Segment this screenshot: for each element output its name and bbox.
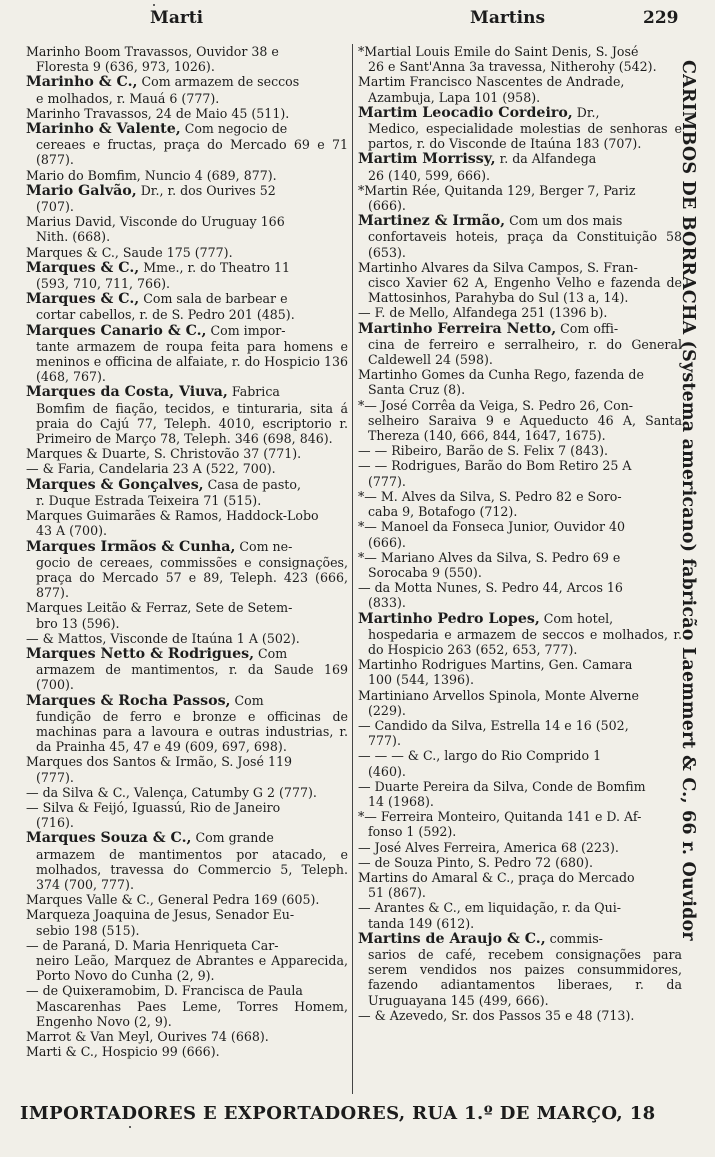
directory-entry [26,260,348,276]
entry-continuation: 51 (867). [368,885,426,901]
directory-entry [26,183,348,199]
directory-entry [358,367,682,382]
directory-entry [358,1008,682,1023]
entry-continuation: 26 e Sant'Anna 3a travessa, Nitherohy (542). [368,59,657,75]
directory-entry [358,305,682,320]
directory-entry [358,260,682,275]
entry-text: Marques dos Santos & Irmão, S. José 119 [26,754,292,770]
entry-text: Com negocio de [180,121,288,137]
column-divider [352,44,353,1094]
entry-text: Martinho Alvares da Silva Campos, S. Fran- [358,259,638,275]
entry-text: — José Alves Ferreira, America 68 (223). [358,839,619,855]
directory-entry [26,830,348,846]
entry-continuation: r. Duque Estrada Teixeira 71 (515). [36,492,262,508]
entry-text: Dr., r. dos Ourives 52 [136,182,276,198]
entry-text: r. da Alfandega [495,151,597,167]
directory-entry [26,1029,348,1044]
entry-text: Marti & C., Hospicio 99 (666). [26,1044,220,1060]
entry-text: Mario do Bomfim, Nuncio 4 (689, 877). [26,167,277,183]
entry-text: Marques Valle & C., General Pedra 169 (605). [26,892,320,908]
entry-text: *— José Corrêa da Veiga, S. Pedro 26, Con- [358,397,634,413]
entry-continuation: sebio 198 (515). [36,922,140,938]
entry-continuation: (777). [36,769,74,785]
entry-continuation: 100 (544, 1396). [368,672,474,688]
directory-entry [358,489,682,504]
directory-entry [26,446,348,461]
entry-heading: Martinez & Irmão, [358,213,506,230]
directory-entry [26,646,348,662]
entry-continuation: Bomfim de fiação, tecidos, e tinturaria, sita á praia do Cajú 77, Teleph. 4010, escriptorio r. Primeiro de Março 78, Teleph. 346 (698, 846). [36,400,348,447]
entry-continuation: e molhados, r. Mauá 6 (777). [36,90,220,106]
entry-continuation: Azambuja, Lapa 101 (958). [368,89,541,105]
entry-heading: Martinho Ferreira Netto, [358,320,557,337]
entry-text: *— Ferreira Monteiro, Quitanda 141 e D. Af- [358,809,642,825]
entry-continuation: gocio de cereaes, commissões e consignações, praça do Mercado 57 e 89, Teleph. 423 (666, 877). [36,554,348,601]
entry-continuation: (707). [36,199,74,215]
entry-text: Mme., r. do Theatro 11 [139,259,290,275]
directory-entry [26,121,348,137]
directory-entry [26,800,348,815]
directory-entry [358,550,682,565]
entry-text: Marrot & Van Meyl, Ourives 74 (668). [26,1029,269,1044]
directory-entry [358,321,682,337]
entry-continuation: Medico, especialidade molestias de senhoras e partos, r. do Visconde de Itaúna 183 (707). [368,121,682,152]
entry-text: Com [230,692,264,708]
entry-heading: Marques & C., [26,291,140,308]
entry-text: Marques & C., Saude 175 (777). [26,244,233,260]
entry-heading: Marques & Rocha Passos, [26,692,231,709]
directory-entry [358,748,682,763]
entry-text: Marius David, Visconde do Uruguay 166 [26,214,285,230]
entry-continuation: 777). [368,733,401,749]
entry-continuation: armazem de mantimentos, r. da Saude 169 (700). [36,662,348,693]
directory-entry [358,611,682,627]
directory-entry [26,74,348,90]
directory-entry [26,323,348,339]
directory-entry [358,779,682,794]
directory-entry [26,785,348,800]
directory-entry [358,931,682,947]
directory-entry [26,44,348,59]
directory-entry [358,809,682,824]
directory-entry [358,718,682,733]
entry-continuation: Sorocaba 9 (550). [368,564,482,580]
entry-text: Fabrica [227,384,280,400]
entry-continuation: (777). [368,473,406,489]
entry-text: Marinho Boom Travassos, Ouvidor 38 e [26,44,279,59]
entry-text: Marques Leitão & Ferraz, Sete de Setem- [26,600,293,616]
entry-text: — da Motta Nunes, S. Pedro 44, Arcos 16 [358,580,623,596]
directory-entry [358,900,682,915]
entry-continuation: tante armazem de roupa feita para homens e meninos e officina de alfaiate, r. do Hospicio 136 (468, 767). [36,338,348,385]
side-ad-text: CARIMBOS DE BORRACHA (Systema americano) fabricão Laemmert & C., 66 r. Ouvidor [678,60,698,941]
directory-entry [358,213,682,229]
entry-heading: Marques Netto & Rodrigues, [26,645,255,662]
entry-text: *Martin Rée, Quitanda 129, Berger 7, Pariz [358,182,636,198]
entry-heading: Marques Canario & C., [26,322,207,339]
header-left-word: Marti [150,8,204,28]
entry-text: — Candido da Silva, Estrella 14 e 16 (502, [358,717,629,733]
entry-text: — — Ribeiro, Barão de S. Felix 7 (843). [358,443,608,459]
directory-entry [26,214,348,229]
entry-text: Marques Guimarães & Ramos, Haddock-Lobo [26,508,319,524]
entry-continuation: cortar cabellos, r. de S. Pedro 201 (485). [36,307,295,323]
entry-text: Dr., [572,104,600,120]
directory-entry [26,539,348,555]
entry-text: — de Paraná, D. Maria Henriqueta Car- [26,937,279,953]
entry-text: Com ne- [235,538,293,554]
entry-continuation: (593, 710, 711, 766). [36,276,170,292]
entry-text: Com grande [191,830,274,846]
entry-text: — — Rodrigues, Barão do Bom Retiro 25 A [358,458,632,474]
entry-heading: Marques & Gonçalves, [26,476,204,493]
directory-entry [26,508,348,523]
entry-continuation: cina de ferreiro e serralheiro, r. do General Caldewell 24 (598). [368,336,682,368]
entry-text: — de Souza Pinto, S. Pedro 72 (680). [358,854,593,870]
entry-text: Com um dos mais [505,213,623,229]
directory-entry [358,44,682,59]
directory-entry [26,983,348,998]
entry-continuation: (666). [368,198,406,214]
directory-entry [26,477,348,493]
entry-text: Com sala de barbear e [139,291,288,307]
entry-text: — & Faria, Candelaria 23 A (522, 700). [26,461,276,477]
directory-entry [358,519,682,534]
header-right-word: Martins [470,8,546,28]
directory-entry [26,168,348,183]
entry-continuation: (229). [368,702,406,718]
entry-continuation: 26 (140, 599, 666). [368,167,490,183]
entry-heading: Marinho & Valente, [26,121,181,138]
entry-continuation: (460). [368,763,406,779]
entry-text: Com [254,645,288,661]
entry-text: commis- [545,930,603,946]
directory-entry [358,458,682,473]
entry-text: *— Manoel da Fonseca Junior, Ouvidor 40 [358,519,626,535]
entry-continuation: confortaveis hoteis, praça da Constituição 58 (653). [368,229,682,260]
directory-entry [358,840,682,855]
directory-entry [358,657,682,672]
entry-text: Martiniano Arvellos Spinola, Monte Alverne [358,687,639,703]
page-number: 229 [643,8,679,28]
entry-text: — Silva & Feijó, Iguassú, Rio de Janeiro [26,799,281,815]
entry-text: *— Mariano Alves da Silva, S. Pedro 69 e [358,549,621,565]
directory-entry [26,693,348,709]
page-header [0,6,715,34]
entry-text: Martim Francisco Nascentes de Andrade, [358,74,625,90]
entry-text: — & Azevedo, Sr. dos Passos 35 e 48 (713). [358,1007,635,1023]
directory-entry [358,183,682,198]
directory-entry [26,245,348,260]
entry-continuation: fundição de ferro e bronze e officinas de machinas para a lavoura e outras industrias, r. da Prainha 45, 47 e 49 (609, 697, 698). [36,708,348,755]
entry-heading: Martim Morrissy, [358,151,496,168]
entry-continuation: Floresta 9 (636, 973, 1026). [36,59,215,75]
footer-advertisement: IMPORTADORES E EXPORTADORES, RUA 1.º DE MARÇO, 18 [20,1103,656,1124]
entry-heading: Mario Galvão, [26,182,137,199]
directory-entry [26,600,348,615]
entry-text: — Duarte Pereira da Silva, Conde de Bomfim [358,778,646,794]
directory-entry [26,461,348,476]
right-column [358,44,682,1023]
directory-entry [358,870,682,885]
entry-continuation: Mascarenhas Paes Leme, Torres Homem, Engenho Novo (2, 9). [36,998,348,1029]
entry-continuation: selheiro Saraiva 9 e Aqueducto 46 A, Santa Thereza (140, 666, 844, 1647, 1675). [368,412,682,444]
entry-continuation: (666). [368,534,406,550]
entry-text: Martins do Amaral & C., praça do Mercado [358,869,635,885]
entry-text: Martinho Gomes da Cunha Rego, fazenda de [358,367,644,383]
entry-heading: Marques da Costa, Viuva, [26,384,228,401]
entry-heading: Martinho Pedro Lopes, [358,610,540,627]
entry-text: Marques & Duarte, S. Christovão 37 (771). [26,446,302,462]
entry-heading: Martim Leocadio Cordeiro, [358,104,573,121]
entry-text: — de Quixeramobim, D. Francisca de Paula [26,983,303,999]
entry-text: — Arantes & C., em liquidação, r. da Qui- [358,900,622,916]
entry-heading: Marques & C., [26,259,140,276]
entry-text: — — — & C., largo do Rio Comprido 1 [358,748,602,764]
directory-entry [358,398,682,413]
entry-continuation: caba 9, Botafogo (712). [368,504,518,520]
entry-continuation: hospedaria e armazem de seccos e molhados, r. do Hospicio 263 (652, 653, 777). [368,626,682,657]
directory-entry [358,151,682,167]
directory-entry [26,754,348,769]
entry-continuation: fonso 1 (592). [368,824,457,840]
entry-continuation: cereaes e fructas, praça do Mercado 69 e 71 (877). [36,137,348,168]
directory-entry [358,74,682,89]
entry-text: — F. de Mello, Alfandega 251 (1396 b). [358,305,608,321]
entry-heading: Marques Irmãos & Cunha, [26,538,236,555]
entry-continuation: (833). [368,595,406,611]
directory-entry [26,631,348,646]
entry-text: Marinho Travassos, 24 de Maio 45 (511). [26,105,290,121]
entry-text: Com impor- [206,322,286,338]
directory-entry [358,688,682,703]
entry-heading: Marques Souza & C., [26,830,192,847]
entry-continuation: 43 A (700). [36,523,107,539]
entry-continuation: tanda 149 (612). [368,915,475,931]
entry-text: Com hotel, [539,610,614,626]
entry-heading: Martins de Araujo & C., [358,930,546,947]
entry-continuation: neiro Leão, Marquez de Abrantes e Apparecida, Porto Novo do Cunha (2, 9). [36,952,348,984]
entry-text: Martinho Rodrigues Martins, Gen. Camara [358,657,633,673]
directory-entry [26,1044,348,1059]
entry-text: Com armazem de seccos [137,74,300,90]
directory-entry [358,105,682,121]
entry-continuation: 14 (1968). [368,793,434,809]
directory-entry [358,855,682,870]
entry-continuation: sarios de café, recebem consignações para serem vendidos nos paizes consummidores, fazendo adiantamentos liberaes, r. da Uruguayana 145 (499, 666). [368,946,682,1008]
print-speck [153,4,155,6]
entry-text: *Martial Louis Emile do Saint Denis, S. José [358,44,639,59]
directory-entry [26,291,348,307]
entry-text: Com offi- [556,320,619,336]
entry-heading: Marinho & C., [26,74,138,91]
entry-continuation: (716). [36,815,74,831]
print-speck [129,1126,131,1128]
entry-continuation: cisco Xavier 62 A, Engenho Velho e fazenda de Mattosinhos, Parahyba do Sul (13 a, 14). [368,275,682,306]
entry-continuation: Nith. (668). [36,229,111,245]
directory-entry [26,892,348,907]
entry-text: — & Mattos, Visconde de Itaúna 1 A (502). [26,630,300,646]
entry-continuation: Santa Cruz (8). [368,382,466,398]
entry-text: — da Silva & C., Valença, Catumby G 2 (777). [26,784,317,800]
directory-entry [26,106,348,121]
entry-text: Casa de pasto, [203,476,301,492]
side-advertisement [678,60,712,1110]
directory-entry [26,938,348,953]
directory-entry [26,907,348,922]
left-column [26,44,348,1059]
entry-continuation: armazem de mantimentos por atacado, e molhados, travessa do Commercio 5, Teleph. 374 (700, 777). [36,846,348,892]
directory-entry [358,443,682,458]
entry-text: *— M. Alves da Silva, S. Pedro 82 e Soro- [358,488,622,504]
entry-text: Marqueza Joaquina de Jesus, Senador Eu- [26,907,295,923]
directory-entry [26,384,348,400]
entry-continuation: bro 13 (596). [36,615,120,631]
directory-entry [358,580,682,595]
